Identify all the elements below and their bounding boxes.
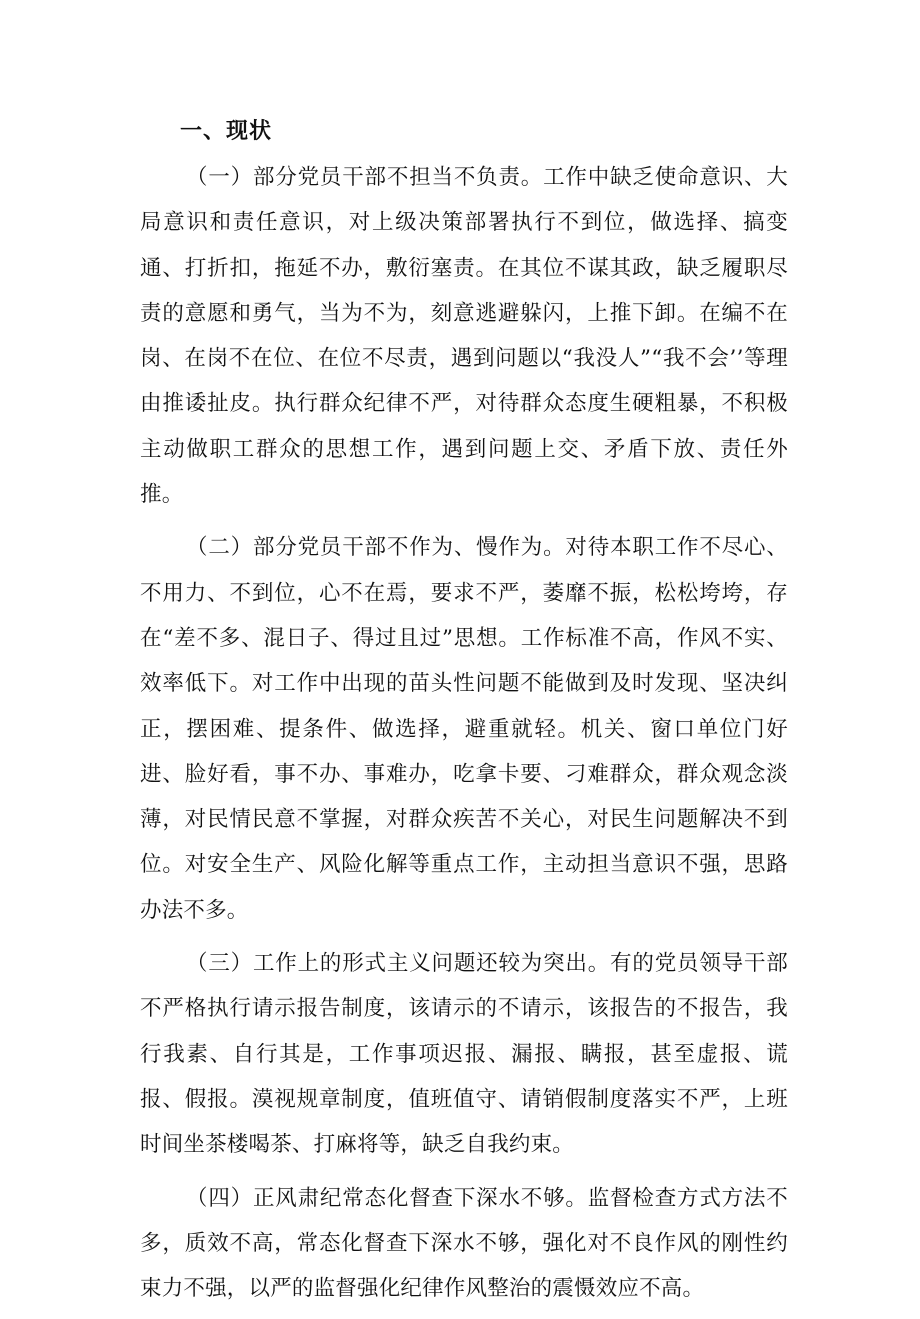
section-heading: 一、现状 [180,119,273,144]
document-body [140,112,788,1319]
paragraph-4: （四）正风肃纪常态化督查下深水不够。监督检查方式方法不多，质效不高，常态化督查下深水不够，强化对不良作风的刚性约束力不强，以严的监督强化纪律作风整治的震慑效应不高。 [140,1185,788,1302]
paragraph-1: （一）部分党员干部不担当不负责。工作中缺乏使命意识、大局意识和责任意识，对上级决策部署执行不到位，做选择、搞变通、打折扣，拖延不办，敷衍塞责。在其位不谋其政，缺乏履职尽责的意愿和勇气，当为不为，刻意逃避躲闪，上推下卸。在编不在岗、在岗不在位、在位不尽责，遇到问题以“我没人”“我不会’’等理由推诿扯皮。执行群众纪律不严，对待群众态度生硬粗暴，不积极主动做职工群众的思想工作，遇到问题上交、矛盾下放、责任外推。 [140,165,788,508]
paragraph-3: （三）工作上的形式主义问题还较为突出。有的党员领导干部不严格执行请示报告制度，该请示的不请示，该报告的不报告，我行我素、自行其是，工作事项迟报、漏报、瞒报，甚至虚报、谎报、假报。漠视规章制度，值班值守、请销假制度落实不严，上班时间坐茶楼喝茶、打麻将等，缺乏自我约束。 [140,951,788,1158]
paragraph-2: （二）部分党员干部不作为、慢作为。对待本职工作不尽心、不用力、不到位，心不在焉，要求不严，萎靡不振，松松垮垮，存在“差不多、混日子、得过且过”思想。工作标准不高，作风不实、效率低下。对工作中出现的苗头性问题不能做到及时发现、坚决纠正，摆困难、提条件、做选择，避重就轻。机关、窗口单位门好进、脸好看，事不办、事难办，吃拿卡要、刁难群众，群众观念淡薄，对民情民意不掌握，对群众疾苦不关心，对民生问题解决不到位。对安全生产、风险化解等重点工作，主动担当意识不强，思路办法不多。 [140,535,788,923]
